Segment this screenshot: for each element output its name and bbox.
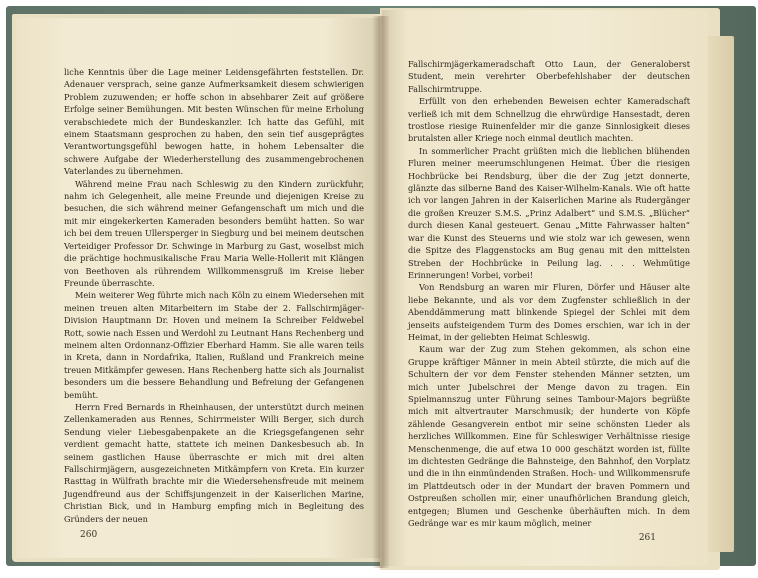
paragraph: Herrn Fred Bernards in Rheinhausen, der unterstützt durch meinen Zellenkameraden aus Rennes, Schirrmeister Willi Berger, sich durch Sendung vieler Liebesgabenpakete an die Kriegsgefangenen sehr verdient gemacht hatte, stattete ich meinen Dankesbesuch ab. In seinem gastlichen Hause überraschte er mich mit drei alten Fallschirmjägern, ausgezeichneten Mitkämpfern von Kreta. Ein kurzer Rasttag in Wülfrath brachte mir die Wiedersehensfreude mit meinem Jugendfreund aus der Schiffsjungenzeit in der Kaiserlichen Marine, Christian Bick, und in Hamburg empfing mich in Begleitung des Gründers der neuen (64, 401, 364, 524)
paragraph: liche Kenntnis über die Lage meiner Leidensgefährten feststellen. Dr. Adenauer versprach, seine ganze Aufmerksamkeit diesem schwierigen Problem zuzuwenden; er hoffe schon in absehbarer Zeit auf größere Erfolge seiner Bemühungen. Mit besten Wünschen für meine Erholung verabschiedete mich der Bundeskanzler. Ich hatte das Gefühl, mit einem Staatsmann gesprochen zu haben, den sein tief ausgeprägtes Verantwortungsgefühl bewogen hatte, in hohem Lebensalter die schwere Aufgabe der Wiederherstellung des zusammengebrochenen Vaterlandes zu übernehmen. (64, 67, 364, 177)
left-page-text (64, 66, 364, 525)
paragraph: Erfüllt von den erhebenden Beweisen echter Kameradschaft verließ ich mit dem Schnellzug die ehrwürdige Hansestadt, deren trostlose riesige Ruinenfelder mir die ganze Sinnlosigkeit dieses brutalsten aller Kriege noch einmal deutlich machten. (408, 96, 690, 144)
paragraph: Mein weiterer Weg führte mich nach Köln zu einem Wiedersehen mit meinen treuen alten Mitarbeitern im Stabe der 2. Fallschirmjäger-Division Hauptmann Dr. Hoven und meinem Ia Schreiber Feldwebel Rott, sowie nach Essen und Werdohl zu Leutnant Hans Rechenberg und meinem alten Ordonnanz-Offizier Eberhard Hamm. Sie alle waren teils in Kreta, dann in Nordafrika, Italien, Rußland und Frankreich meine treuen Mitkämpfer gewesen. Hans Rechenberg hatte sich als Journalist besonders um die bessere Behandlung und Befreiung der Gefangenen bemüht. (64, 290, 364, 400)
paragraph: Kaum war der Zug zum Stehen gekommen, als schon eine Gruppe kräftiger Männer in mein Abteil stürzte, die mich auf die Schultern der vor dem Fenster stehenden Männer setzten, um mich unter Jubelschrei der Menge davon zu tragen. Ein Spielmannszug unter Führung seines Tambour-Majors begrüßte mich mit altvertrauter Marschmusik; der hunderte von Köpfe zählende Gesangverein entbot mir seine schönsten Lieder als herzliches Willkommen. Eine für Schleswiger Verhältnisse riesige Menschenmenge, die auf etwa 10 000 geschätzt worden ist, füllte im dichtesten Gedränge die Bahnsteige, den Bahnhof, den Vorplatz und die in ihn einmündenden Straßen. Hoch- und Willkommensrufe im Plattdeutsch oder in der Mundart der braven Pommern und Ostpreußen schollen mir, einer unaufhörlichen Brandung gleich, entgegen; Blumen und Geschenke überhäuften mich. In dem Gedränge war es mir kaum möglich, meiner (408, 344, 690, 529)
right-page-edges (706, 36, 734, 552)
book-gutter (372, 16, 390, 568)
left-page (16, 18, 380, 558)
right-page-text (408, 58, 690, 529)
page-number: 260 (80, 530, 98, 540)
paragraph: In sommerlicher Pracht grüßten mich die lieblichen blühenden Fluren meiner meerumschlungenen Heimat. Über die riesigen Hochbrücke bei Rendsburg, über die der Zug jetzt donnerte, glänzte das silberne Band des Kaiser-Wilhelm-Kanals. Wie oft hatte ich vor langen Jahren in der Kaiserlichen Marine als Rudergänger die großen Kreuzer S.M.S. „Prinz Adalbert“ und S.M.S. „Blücher“ durch diesen Kanal gesteuert. Genau „Mitte Fahrwasser halten“ war die Kunst des Steuerns und wie stolz war ich gewesen, wenn die Spitze des Flaggenstocks am Bug genau mit den mittelsten Streben der Hochbrücke in Peilung lag. . . . Wehmütige Erinnerungen! Vorbei, vorbei! (408, 145, 690, 280)
right-page (382, 10, 708, 566)
page-number: 261 (638, 533, 656, 543)
paragraph: Fallschirmjägerkameradschaft Otto Laun, der Generaloberst Student, mein verehrter Oberbefehlshaber der deutschen Fallschirmtruppe. (408, 59, 690, 94)
paragraph: Von Rendsburg an waren mir Fluren, Dörfer und Häuser alte liebe Bekannte, und als vor dem Zugfenster schließlich in der Abenddämmerung matt blinkende Spiegel der Schlei mit dem jenseits aufsteigendem Turm des Domes erschien, war ich in der Heimat, in der geliebten Heimat Schleswig. (408, 282, 690, 342)
paragraph: Während meine Frau nach Schleswig zu den Kindern zurückfuhr, nahm ich Gelegenheit, alle meine Freunde und diejenigen Kreise zu besuchen, die sich während meiner Gefangenschaft um mich und die mit mir eingekerkerten Kameraden besonders bemüht hatten. So war ich bei dem treuen Ullersperger in Siegburg und bei meinem deutschen Verteidiger Professor Dr. Schwinge in Marburg zu Gast, woselbst mich die prächtige hochmusikalische Frau Maria Welle-Hollerit mit Klängen von Beethoven als rührendem Willkommensgruß im Kreise lieber Freunde überraschte. (64, 178, 364, 288)
